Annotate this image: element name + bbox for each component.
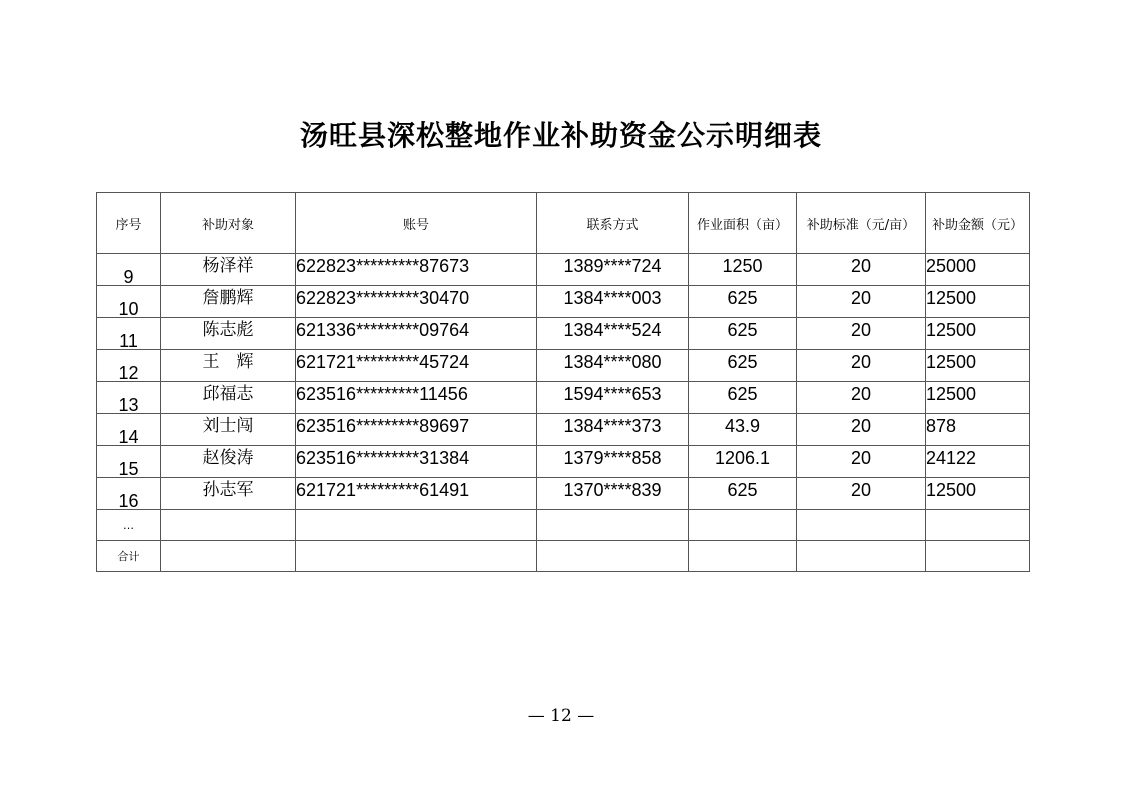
cell-name: 赵俊涛 xyxy=(161,446,296,478)
cell-phone: 1384****003 xyxy=(537,286,689,318)
cell-account: 622823*********30470 xyxy=(296,286,537,318)
cell-amount: 12500 xyxy=(926,382,1030,414)
cell-standard: 20 xyxy=(797,318,926,350)
cell-index: 10 xyxy=(97,286,161,318)
cell-name: 刘士闯 xyxy=(161,414,296,446)
cell-account: 621721*********45724 xyxy=(296,350,537,382)
cell-standard: 20 xyxy=(797,478,926,510)
cell-index: 16 xyxy=(97,478,161,510)
cell-standard: 20 xyxy=(797,414,926,446)
header-index: 序号 xyxy=(97,193,161,254)
cell-name: 詹鹏辉 xyxy=(161,286,296,318)
cell-amount: 24122 xyxy=(926,446,1030,478)
cell-area: 625 xyxy=(689,286,797,318)
total-row xyxy=(97,541,1030,572)
cell-area: 625 xyxy=(689,318,797,350)
cell-phone: 1370****839 xyxy=(537,478,689,510)
header-contact: 联系方式 xyxy=(537,193,689,254)
header-area: 作业面积（亩） xyxy=(689,193,797,254)
cell-name: 王 辉 xyxy=(161,350,296,382)
cell-account: 623516*********89697 xyxy=(296,414,537,446)
cell-phone: 1384****080 xyxy=(537,350,689,382)
cell-amount: 12500 xyxy=(926,286,1030,318)
cell-area: 43.9 xyxy=(689,414,797,446)
ellipsis-row xyxy=(97,510,1030,541)
cell-standard: 20 xyxy=(797,286,926,318)
cell-standard: 20 xyxy=(797,350,926,382)
cell-standard: 20 xyxy=(797,254,926,286)
cell-index: 15 xyxy=(97,446,161,478)
cell-name: 陈志彪 xyxy=(161,318,296,350)
ellipsis-cell: … xyxy=(97,510,161,541)
table-row xyxy=(97,254,1030,286)
subsidy-table xyxy=(96,192,1030,572)
header-recipient: 补助对象 xyxy=(161,193,296,254)
table-row xyxy=(97,414,1030,446)
cell-phone: 1389****724 xyxy=(537,254,689,286)
header-account: 账号 xyxy=(296,193,537,254)
cell-index: 11 xyxy=(97,318,161,350)
cell-index: 14 xyxy=(97,414,161,446)
page-title: 汤旺县深松整地作业补助资金公示明细表 xyxy=(299,119,822,152)
cell-index: 12 xyxy=(97,350,161,382)
cell-name: 孙志军 xyxy=(161,478,296,510)
cell-account: 622823*********87673 xyxy=(296,254,537,286)
cell-standard: 20 xyxy=(797,446,926,478)
cell-amount: 12500 xyxy=(926,350,1030,382)
cell-area: 1250 xyxy=(689,254,797,286)
cell-account: 623516*********31384 xyxy=(296,446,537,478)
cell-account: 621721*********61491 xyxy=(296,478,537,510)
cell-account: 623516*********11456 xyxy=(296,382,537,414)
table-row xyxy=(97,478,1030,510)
table-row xyxy=(97,318,1030,350)
cell-phone: 1384****524 xyxy=(537,318,689,350)
header-amount: 补助金额（元） xyxy=(926,193,1030,254)
cell-amount: 25000 xyxy=(926,254,1030,286)
cell-standard: 20 xyxy=(797,382,926,414)
table-row xyxy=(97,446,1030,478)
table-row xyxy=(97,350,1030,382)
cell-amount: 12500 xyxy=(926,318,1030,350)
cell-amount: 878 xyxy=(926,414,1030,446)
total-label: 合计 xyxy=(97,541,161,572)
cell-area: 625 xyxy=(689,478,797,510)
cell-area: 625 xyxy=(689,350,797,382)
cell-phone: 1594****653 xyxy=(537,382,689,414)
cell-name: 邱福志 xyxy=(161,382,296,414)
table-row xyxy=(97,286,1030,318)
cell-amount: 12500 xyxy=(926,478,1030,510)
cell-index: 9 xyxy=(97,254,161,286)
cell-account: 621336*********09764 xyxy=(296,318,537,350)
table-row xyxy=(97,382,1030,414)
cell-phone: 1384****373 xyxy=(537,414,689,446)
cell-index: 13 xyxy=(97,382,161,414)
page-number: — 12 — xyxy=(527,706,595,726)
cell-area: 625 xyxy=(689,382,797,414)
cell-area: 1206.1 xyxy=(689,446,797,478)
header-standard: 补助标准（元/亩） xyxy=(797,193,926,254)
cell-name: 杨泽祥 xyxy=(161,254,296,286)
cell-phone: 1379****858 xyxy=(537,446,689,478)
table-header-row xyxy=(97,193,1030,254)
